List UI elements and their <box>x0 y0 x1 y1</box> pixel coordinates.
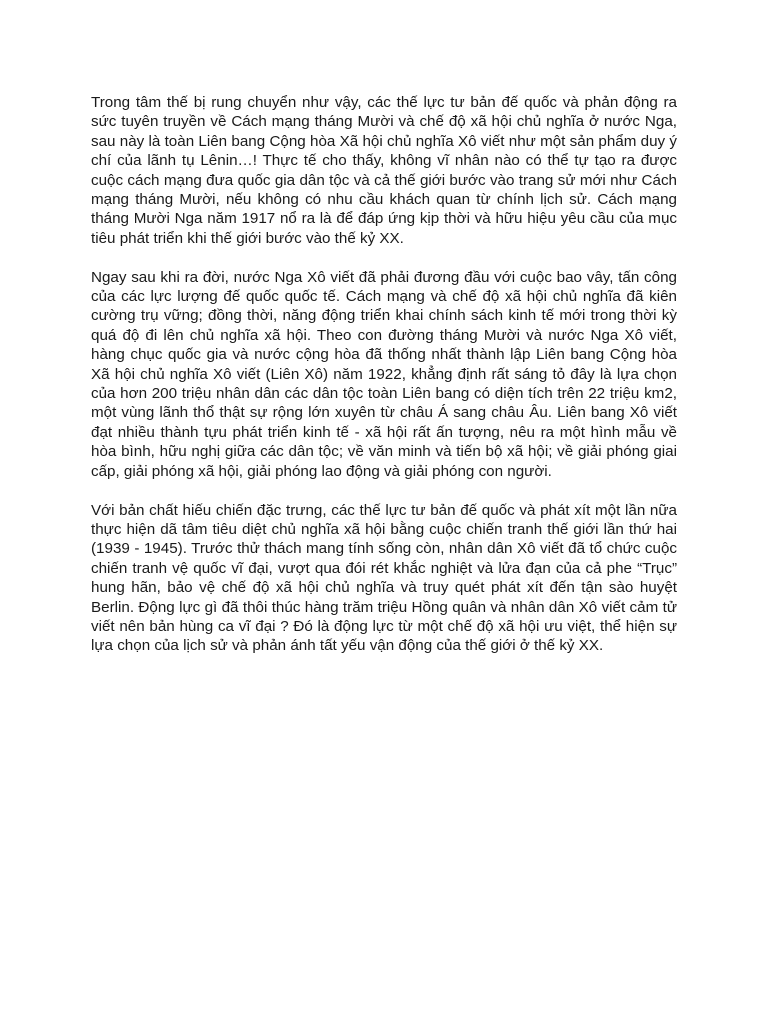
document-body <box>91 93 677 656</box>
paragraph-3: Với bản chất hiếu chiến đặc trưng, các thế lực tư bản đế quốc và phát xít một lần nữa thực hiện dã tâm tiêu diệt chủ nghĩa xã hội bằng cuộc chiến tranh thế giới lần thứ hai (1939 - 1945). Trước thử thách mang tính sống còn, nhân dân Xô viết đã tổ chức cuộc chiến tranh vệ quốc vĩ đại, vượt qua đói rét khắc nghiệt và lửa đạn của cả phe “Trục” hung hãn, bảo vệ chế độ xã hội chủ nghĩa và truy quét phát xít đến tận sào huyệt Berlin. Động lực gì đã thôi thúc hàng trăm triệu Hồng quân và nhân dân Xô viết cảm tử viết nên bản hùng ca vĩ đại ? Đó là động lực từ một chế độ xã hội ưu việt, thể hiện sự lựa chọn của lịch sử và phản ánh tất yếu vận động của thế giới ở thế kỷ XX. <box>91 501 677 655</box>
paragraph-1: Trong tâm thế bị rung chuyển như vậy, các thế lực tư bản đế quốc và phản động ra sức tuyên truyền về Cách mạng tháng Mười và chế độ xã hội chủ nghĩa ở nước Nga, sau này là toàn Liên bang Cộng hòa Xã hội chủ nghĩa Xô viết như một sản phẩm duy ý chí của lãnh tụ Lênin…! Thực tế cho thấy, không vĩ nhân nào có thể tự tạo ra được cuộc cách mạng đưa quốc gia dân tộc và cả thế giới bước vào trang sử mới như Cách mạng tháng Mười, nếu không có nhu cầu khách quan từ chính lịch sử. Cách mạng tháng Mười Nga năm 1917 nổ ra là để đáp ứng kịp thời và hữu hiệu yêu cầu của mục tiêu phát triển khi thế giới bước vào thế kỷ XX. <box>91 94 677 247</box>
paragraph-2: Ngay sau khi ra đời, nước Nga Xô viết đã phải đương đầu với cuộc bao vây, tấn công của các lực lượng đế quốc quốc tế. Cách mạng và chế độ xã hội chủ nghĩa đã kiên cường trụ vững; đồng thời, năng động triển khai chính sách kinh tế mới trong thời kỳ quá độ đi lên chủ nghĩa xã hội. Theo con đường tháng Mười và nước Nga Xô viết, hàng chục quốc gia và nước cộng hòa đã thống nhất thành lập Liên bang Cộng hòa Xã hội chủ nghĩa Xô viết (Liên Xô) năm 1922, khẳng định rất sáng tỏ đây là lựa chọn của hơn 200 triệu nhân dân các dân tộc toàn Liên bang có diện tích trên 22 triệu km2, một vùng lãnh thổ thật sự rộng lớn xuyên từ châu Á sang châu Âu. Liên bang Xô viết đạt nhiều thành tựu phát triển kinh tế - xã hội rất ấn tượng, nêu ra một hình mẫu về hòa bình, hữu nghị giữa các dân tộc; về văn minh và tiến bộ xã hội; về giải phóng giai cấp, giải phóng xã hội, giải phóng lao động và giải phóng con người. <box>91 268 677 480</box>
